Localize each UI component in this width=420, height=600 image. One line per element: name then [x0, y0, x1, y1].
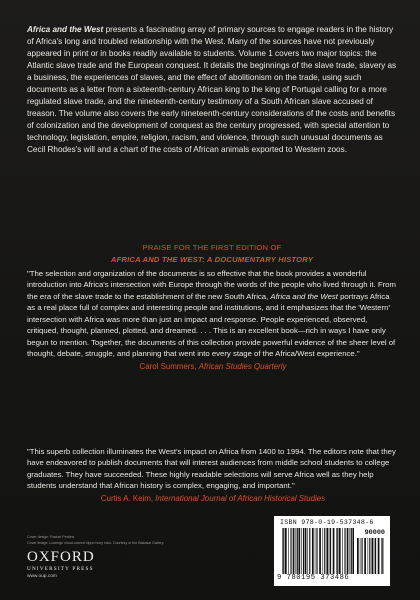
barcode-bar	[337, 528, 338, 574]
barcode-bar	[297, 528, 298, 574]
review-summers-title: Africa and the West	[270, 291, 338, 301]
barcode-bar	[283, 528, 284, 574]
barcode-bar	[305, 528, 307, 574]
addon-barcode	[357, 538, 385, 574]
barcode-bar	[323, 528, 324, 574]
barcode-bar	[301, 528, 302, 574]
barcode-bar	[307, 528, 308, 574]
barcode-bar	[315, 528, 316, 574]
barcode-bar	[381, 538, 382, 574]
barcode-bar	[368, 538, 369, 574]
barcode-bar	[369, 538, 370, 574]
barcode-bar	[330, 528, 331, 574]
description-blurb	[27, 24, 397, 157]
barcode-bar	[347, 528, 349, 574]
publisher-logo	[27, 550, 137, 579]
barcode-bar	[324, 528, 325, 574]
barcode-bar	[303, 528, 304, 574]
barcode-digits: 9 780195 373486	[277, 574, 350, 582]
blurb-text: presents a fascinating array of primary sources to engage readers in the history of Africa's long and troubled relationship with the West. Many of the sources have not previously appeared in print or in books readily available to students. Volume 1 covers two major topics: the Atlantic slave trade and the European conquest. It details the beginnings of the slave trade, slavery as a business, the experiences of slaves, and the effect of abolitionism on the trade, using such documents as a letter from a sixteenth-century African king to the king of Portugal calling for a more regulated slave trade, and the nineteenth-century testimony of a South African slave accused of treason. The volume also covers the early nineteenth-century considerations of the costs and benefits of colonization and the development of conquest as the century progressed, with special attention to technology, legislation, empire, religion, racism, and violence, through such unusual documents as Cecil Rhodes's will and a chart of the costs of African animals exported to Western zoos.	[27, 25, 397, 155]
barcode-panel	[274, 516, 390, 586]
barcode-bar	[336, 528, 337, 574]
price-code: 90000	[364, 529, 385, 537]
review-keim-attribution: Curtis A. Keim, International Journal of African Historical Studies	[100, 493, 326, 503]
praise-heading	[27, 242, 397, 265]
praise-line-1: PRAISE FOR THE FIRST EDITION OF	[142, 243, 282, 252]
review-summers-text: "The selection and organization of the documents is so effective that the book provides a wonderful introduction into Africa's intersection with Europe through the words of the people who lived through it. From the era of the slave trade to the establishment of the new South Africa, Africa and the West portrays Africa as a real place full of complex and interesting people and institutions, and it emphasizes that the 'Western' intersection with Africa was more than just an impact and response. People experienced, observed, critiqued, thought, planned, plotted, and dreamed. . . . This is an excellent book—rich in ways I have only begun to mention. Together, the documents of this collection provide powerful evidence of the sheer level of thought, debate, struggle, and planning that went into every stage of the Africa/West experience."	[27, 269, 396, 359]
cover-credits	[27, 534, 247, 546]
barcode-bar	[350, 528, 351, 574]
barcode-bar	[316, 528, 317, 574]
blurb-title: Africa and the West	[27, 25, 104, 34]
review-keim	[27, 446, 399, 504]
barcode-bar	[296, 528, 297, 574]
barcode-bar	[378, 538, 380, 574]
review-summers-attribution: Carol Summers, African Studies Quarterly	[139, 361, 287, 371]
review-keim-text: "This superb collection illuminates the West's impact on Africa from 1400 to 1994. The editors note that they have endeavored to publish documents that will interest audiences from middle school students to college graduates. They have succeeded. These highly readable selections will serve Africa well as they help students understand that African history is complex, engaging, and important."	[27, 447, 396, 491]
barcode-bar	[352, 528, 354, 574]
barcode-bar	[344, 528, 345, 574]
cover-design-credit: Cover design: Rachel Perkins	[27, 535, 75, 539]
barcode-bar	[285, 528, 287, 574]
publisher-press: UNIVERSITY PRESS	[27, 566, 94, 572]
barcode-bar	[309, 528, 310, 574]
barcode-bar	[312, 528, 314, 574]
barcode-bar	[329, 528, 330, 574]
barcode-bar	[319, 528, 321, 574]
barcode-bar	[382, 538, 383, 574]
barcode-bar	[290, 528, 291, 574]
barcode-bar	[351, 528, 352, 574]
cover-image-credit: Cover image: Lozenge cloud-carved hippo ivory halo. Courtesy of the Bakasal Gallery.	[27, 541, 165, 545]
isbn-text: ISBN 978-0-19-537348-6	[280, 519, 374, 526]
barcode-bar	[293, 528, 295, 574]
praise-line-2: AFRICA AND THE WEST: A DOCUMENTARY HISTORY	[110, 254, 314, 264]
barcode-bar	[360, 538, 361, 574]
barcode-bar	[342, 528, 343, 574]
barcode-bar	[357, 538, 359, 574]
barcode-bar	[339, 528, 341, 574]
barcode-bar	[375, 538, 376, 574]
review-summers	[27, 268, 399, 372]
barcode-bar	[362, 538, 363, 574]
barcode-bar	[374, 538, 375, 574]
barcode-bar	[326, 528, 328, 574]
barcode-bar	[282, 528, 283, 574]
barcode-bar	[372, 538, 374, 574]
barcode-bar	[298, 528, 300, 574]
publisher-url: www.oup.com	[27, 574, 57, 579]
barcode-bar	[333, 528, 335, 574]
barcode-bar	[364, 538, 366, 574]
ean-barcode	[282, 528, 354, 574]
publisher-name: OXFORD	[27, 549, 95, 565]
barcode-bar	[288, 528, 289, 574]
